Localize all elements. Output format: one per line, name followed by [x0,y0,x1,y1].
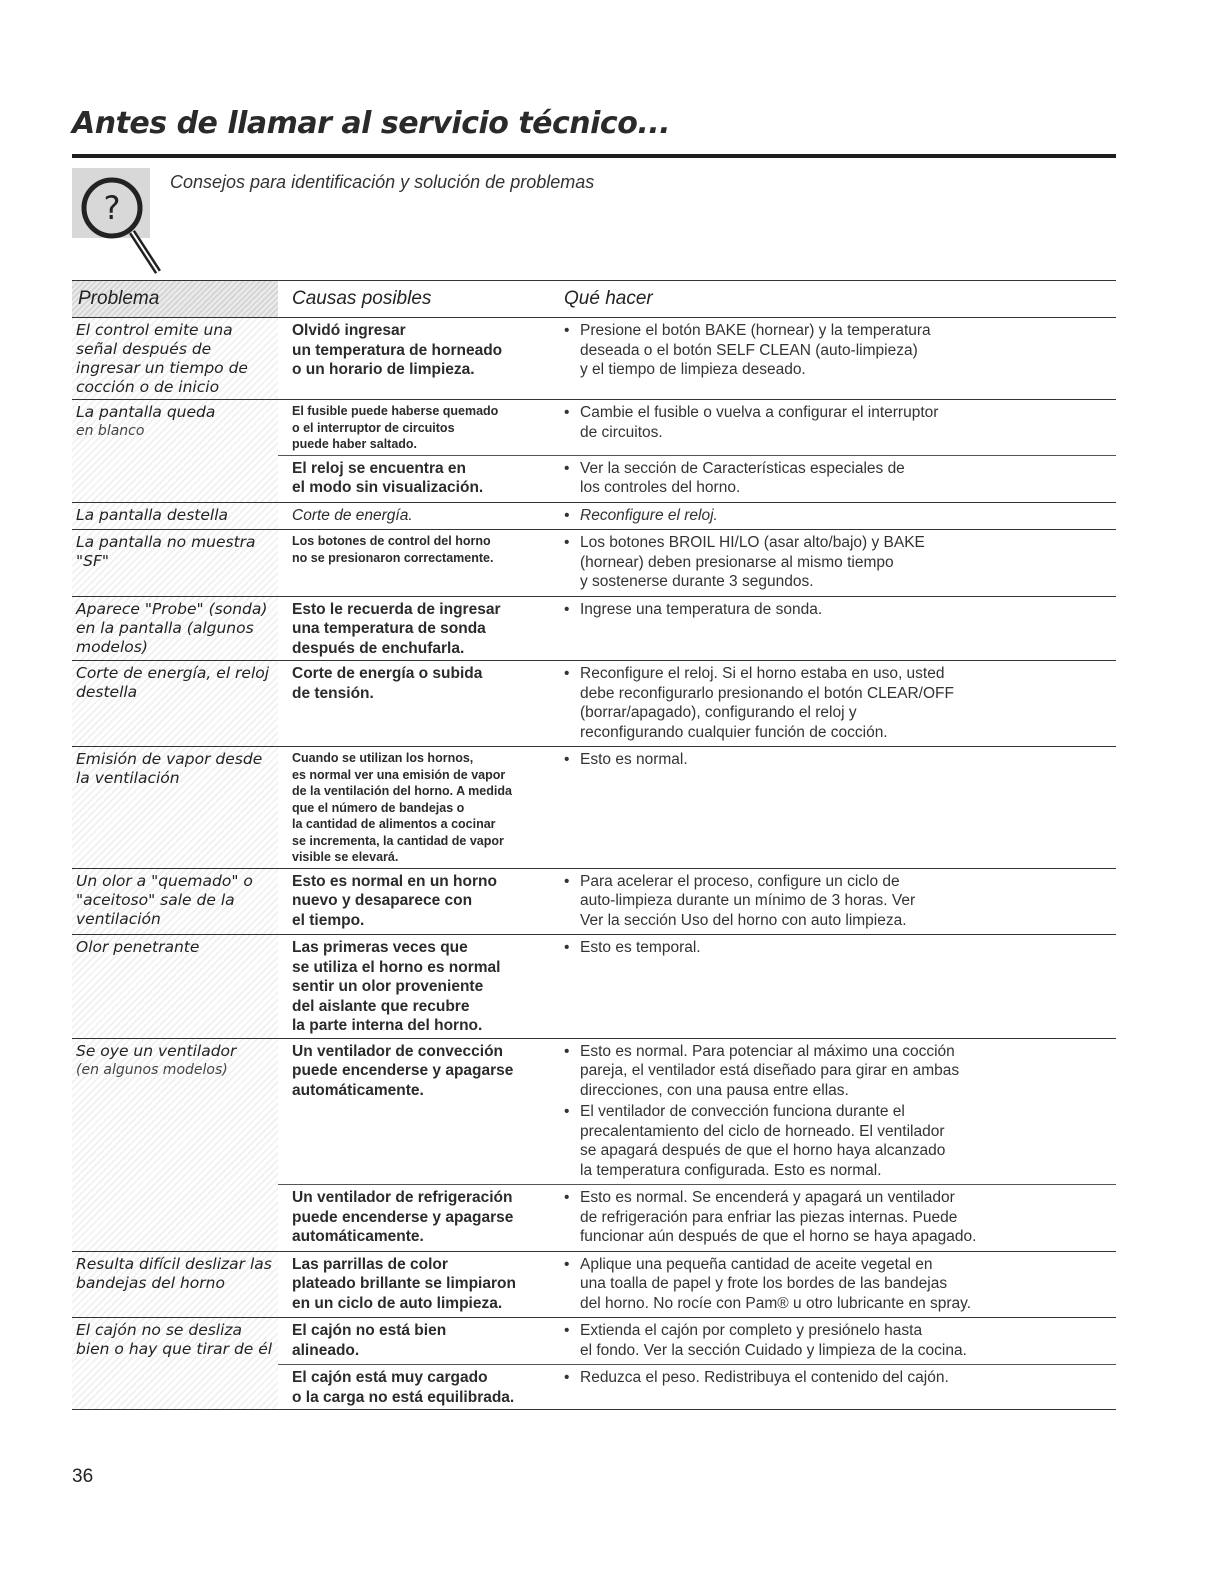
cause-text: El cajón no está bien alineado. [292,1322,447,1359]
cause-group [278,1318,1116,1364]
page-subtitle: Consejos para identificación y solución de problemas [170,172,595,192]
problem-subtext: en blanco [76,423,145,439]
fix-cell [558,503,1116,530]
cause-text: Los botones de control del horno no se presionaron correctamente. [292,534,494,565]
svg-text:?: ? [103,189,121,227]
fix-cell [558,935,1116,1038]
fix-cell [558,456,1116,502]
cause-group [278,1184,1116,1251]
problem-text: La pantalla no muestra "SF" [76,533,256,570]
cause-text: El cajón está muy cargado o la carga no está equilibrada. [292,1369,515,1406]
problem-cell [72,1252,278,1318]
cause-group [278,935,1116,1038]
fix-bullet: • Extienda el cajón por completo y presiónelo hasta el fondo. Ver la sección Cuidado y limpieza de la cocina. [560,1321,1110,1360]
problem-cell [72,1318,278,1409]
table-row [72,597,1116,662]
fix-bullet: • Cambie el fusible o vuelva a configurar el interruptor de circuitos. [560,403,1110,442]
fix-cell [558,318,1116,384]
problem-cell [72,400,278,502]
fix-bullet: • Reconfigure el reloj. [560,506,1110,526]
problem-cell [72,661,278,746]
cause-group [278,400,1116,455]
cause-text: Esto es normal en un horno nuevo y desaparece con el tiempo. [292,872,497,929]
table-body [72,318,1116,1410]
cause-text: Esto le recuerda de ingresar una temperatura de sonda después de enchufarla. [292,600,501,657]
table-row [72,747,1116,869]
problem-text: Se oye un ventilador [76,1041,237,1060]
table-row [72,318,1116,400]
problem-cell [72,530,278,596]
fix-bullet: • Ingrese una temperatura de sonda. [560,600,1110,620]
fix-cell [558,1365,1116,1409]
problem-text: Resulta difícil deslizar las bandejas del horno [76,1254,272,1292]
problem-text: Aparece "Probe" (sonda) en la pantalla (algunos modelos) [76,599,268,656]
cause-text: Cuando se utilizan los hornos, es normal ver una emisión de vapor de la ventilación del horno. A medida que el número de bandejas o la cantidad de alimentos a cocinar se incrementa, la cantidad de vapor visible se elevará. [292,751,512,864]
header-problem: Problema [78,288,160,309]
question-magnifier-icon [72,168,172,278]
cause-group [278,455,1116,502]
fix-bullet: • Para acelerar el proceso, configure un ciclo de auto-limpieza durante un mínimo de 3 horas. Ver Ver la sección Uso del horno con auto limpieza. [560,872,1110,931]
fix-bullet: • Esto es normal. Para potenciar al máximo una cocción pareja, el ventilador está diseñado para girar en ambas direcciones, con una pausa entre ellas. [560,1042,1110,1101]
cause-text: Un ventilador de refrigeración puede encenderse y apagarse automáticamente. [292,1189,514,1245]
problem-text: La pantalla queda [76,403,216,421]
fix-cell [558,530,1116,596]
table-row [72,530,1116,597]
problem-cell [72,935,278,1038]
header-fix: Qué hacer [564,288,653,309]
page-title: Antes de llamar al servicio técnico... [72,106,671,141]
fix-bullet: • Esto es normal. Se encenderá y apagará un ventilador de refrigeración para enfriar las piezas internas. Puede funcionar aún después de que el horno se haya apagado. [560,1188,1110,1247]
problem-subtext: (en algunos modelos) [76,1061,228,1078]
cause-text: El fusible puede haberse quemado o el interruptor de circuitos puede haber saltado. [292,404,499,451]
fix-bullet: • Esto es normal. [560,750,1110,770]
fix-cell [558,661,1116,746]
table-row [72,935,1116,1039]
title-divider [72,154,1116,158]
fix-cell [558,1039,1116,1185]
cause-text: Las parrillas de color plateado brillante se limpiaron en un ciclo de auto limpieza. [292,1255,516,1312]
problem-text: Emisión de vapor desde la ventilación [76,750,263,787]
problem-cell [72,503,278,530]
fix-cell [558,747,1116,868]
cause-group [278,597,1116,661]
cause-text: Un ventilador de convección puede encenderse y apagarse automáticamente. [292,1042,514,1099]
cause-group [278,1252,1116,1318]
cause-group [278,1039,1116,1185]
fix-cell [558,1252,1116,1318]
problem-text: La pantalla destella [76,505,229,524]
table-header [72,280,1116,318]
table-row [72,1318,1116,1410]
table-row [72,869,1116,936]
problem-cell [72,1039,278,1251]
cause-text: Corte de energía o subida de tensión. [292,665,483,702]
fix-cell [558,1318,1116,1364]
fix-bullet: • Los botones BROIL HI/LO (asar alto/bajo) y BAKE (hornear) deben presionarse al mismo tiempo y sostenerse durante 3 segundos. [560,533,1110,592]
fix-bullet: • Esto es temporal. [560,938,1110,958]
header-causes: Causas posibles [292,288,432,309]
fix-bullet: • Presione el botón BAKE (hornear) y la temperatura deseada o el botón SELF CLEAN (auto-limpieza) y el tiempo de limpieza deseado. [560,321,1110,380]
fix-bullet: • El ventilador de convección funciona durante el precalentamiento del ciclo de horneado. El ventilador se apagará después de que el horno haya alcanzado la temperatura configurada. Esto es normal. [560,1102,1110,1180]
cause-group [278,1364,1116,1409]
cause-text: Corte de energía. [292,506,413,524]
table-row [72,1252,1116,1319]
problem-text: Un olor a "quemado" o "aceitoso" sale de la ventilación [76,871,253,928]
cause-group [278,318,1116,384]
page-number: 36 [72,1466,94,1487]
cause-text: Olvidó ingresar un temperatura de horneado o un horario de limpieza. [292,322,503,378]
table-row [72,503,1116,531]
fix-bullet: • Reconfigure el reloj. Si el horno estaba en uso, usted debe reconfigurarlo presionando el botón CLEAR/OFF (borrar/apagado), configurando el reloj y reconfigurando cualquier función de cocción. [560,664,1110,742]
problem-cell [72,597,278,661]
fix-bullet: • Reduzca el peso. Redistribuya el contenido del cajón. [560,1368,1110,1388]
cause-text: Las primeras veces que se utiliza el horno es normal sentir un olor proveniente del aislante que recubre la parte interna del horno. [292,939,501,1034]
troubleshooting-table [72,280,1116,1410]
problem-cell [72,747,278,868]
fix-bullet: • Aplique una pequeña cantidad de aceite vegetal en una toalla de papel y frote los bordes de las bandejas del horno. No rocíe con Pam® u otro lubricante en spray. [560,1255,1110,1314]
problem-text: Olor penetrante [76,938,200,956]
fix-cell [558,869,1116,935]
cause-text: El reloj se encuentra en el modo sin visualización. [292,459,484,496]
cause-group [278,747,1116,868]
problem-cell [72,318,278,399]
problem-cell [72,869,278,935]
table-row [72,661,1116,747]
fix-cell [558,1185,1116,1251]
fix-cell [558,597,1116,661]
cause-group [278,661,1116,746]
problem-text: El cajón no se desliza bien o hay que tirar de él [76,1321,273,1358]
cause-group [278,530,1116,596]
cause-group [278,503,1116,530]
table-row [72,1039,1116,1252]
fix-bullet: • Ver la sección de Características especiales de los controles del horno. [560,459,1110,498]
cause-group [278,869,1116,935]
problem-text: Corte de energía, el reloj destella [76,664,270,701]
fix-cell [558,400,1116,455]
problem-text: El control emite una señal después de ingresar un tiempo de cocción o de inicio [76,321,248,396]
table-row [72,400,1116,503]
